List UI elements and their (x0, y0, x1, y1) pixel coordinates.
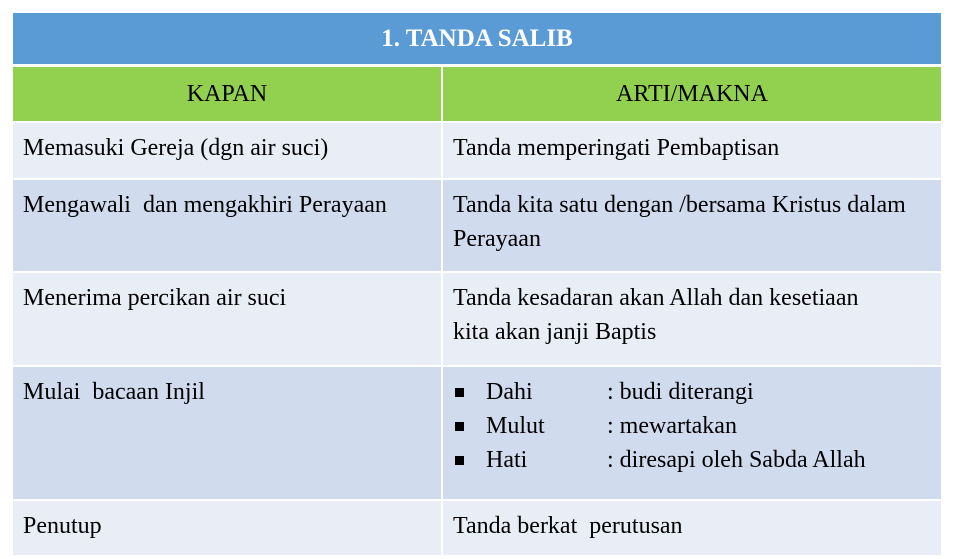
kapan-cell: Mulai bacaan Injil (13, 367, 443, 499)
kapan-cell: Memasuki Gereja (dgn air suci) (13, 123, 443, 178)
square-bullet-icon (455, 388, 464, 397)
arti-list-cell (443, 367, 941, 499)
table-row (13, 123, 941, 180)
kapan-cell: Menerima percikan air suci (13, 273, 443, 365)
tanda-salib-table (13, 13, 941, 555)
square-bullet-icon (455, 422, 464, 431)
list-item (453, 375, 931, 409)
table-row (13, 273, 941, 367)
list-term: Mulut (486, 413, 545, 439)
table-title: 1. TANDA SALIB (13, 13, 941, 67)
kapan-cell: Mengawali dan mengakhiri Perayaan (13, 180, 443, 271)
header-arti: ARTI/MAKNA (616, 81, 768, 107)
list-desc: : budi diterangi (607, 379, 754, 405)
arti-cell: Tanda kita satu dengan /bersama Kristus dalam Perayaan (453, 192, 906, 252)
arti-cell: Tanda berkat perutusan (453, 513, 683, 539)
table-row (13, 367, 941, 501)
list-term: Hati (486, 447, 528, 473)
header-row (13, 67, 941, 123)
list-item (453, 443, 931, 477)
arti-cell: Tanda kesadaran akan Allah dan kesetiaan kita akan janji Baptis (453, 285, 859, 345)
list-desc: : diresapi oleh Sabda Allah (607, 447, 866, 473)
header-kapan: KAPAN (13, 67, 443, 121)
list-term: Dahi (486, 379, 533, 405)
list-item (453, 409, 931, 443)
table-row (13, 180, 941, 273)
square-bullet-icon (455, 456, 464, 465)
list-desc: : mewartakan (607, 413, 737, 439)
kapan-cell: Penutup (13, 501, 443, 555)
arti-cell: Tanda memperingati Pembaptisan (453, 135, 780, 161)
table-row (13, 501, 941, 555)
